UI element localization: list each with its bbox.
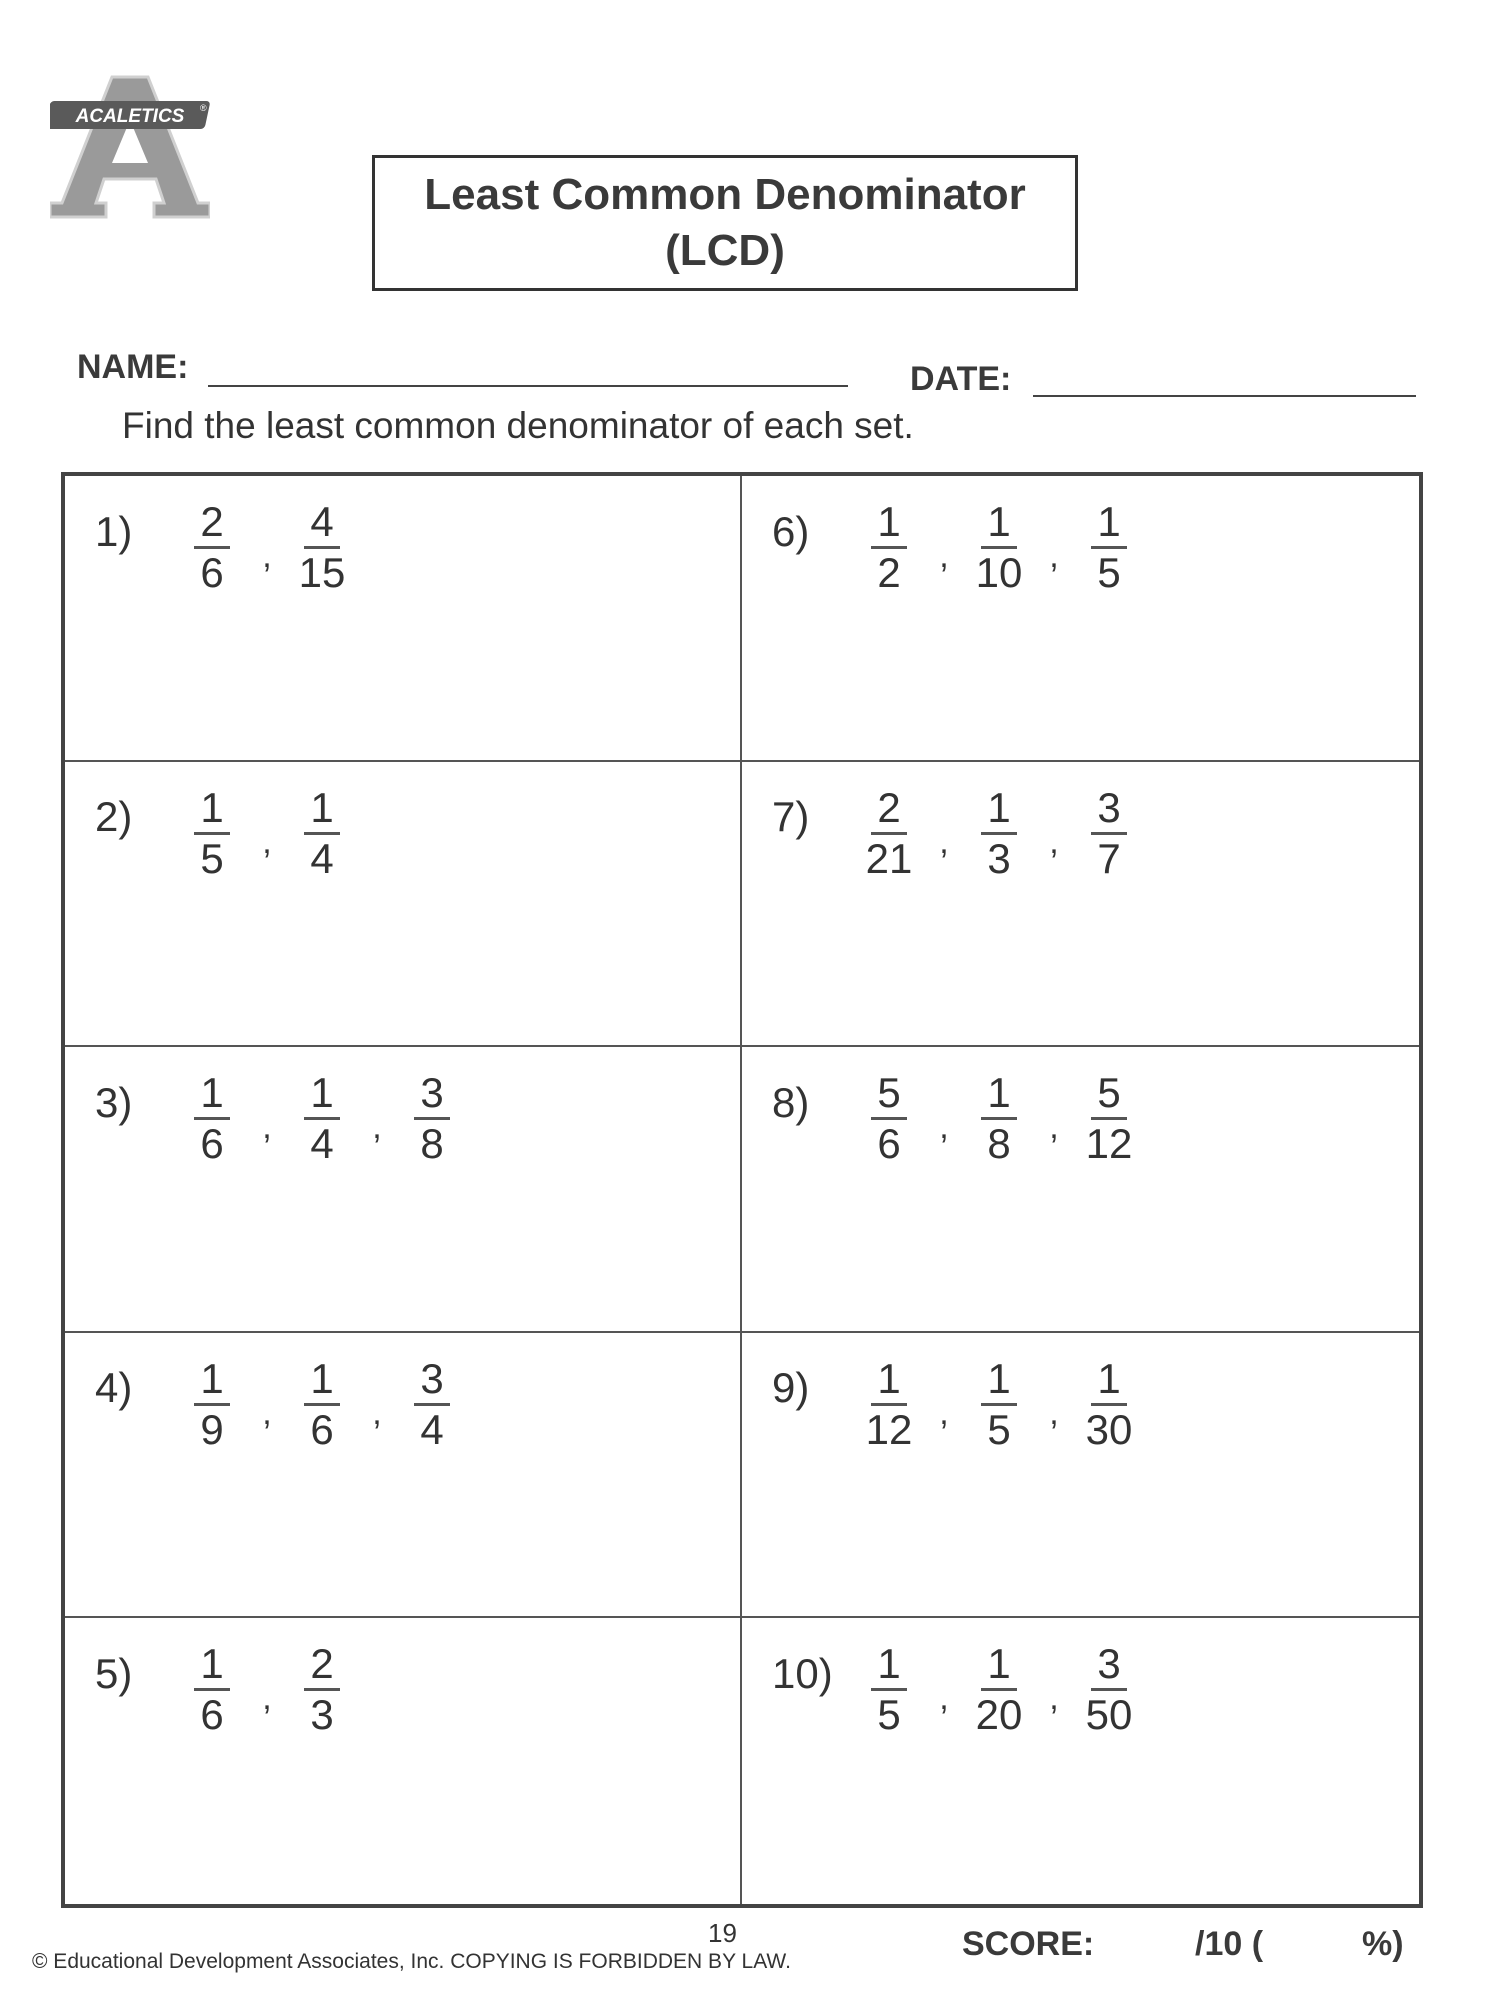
- fraction: [1074, 784, 1144, 883]
- denominator: 3: [987, 834, 1011, 882]
- numerator: 1: [304, 1069, 339, 1120]
- numerator: 1: [981, 1355, 1016, 1406]
- denominator: 5: [200, 834, 224, 882]
- fraction-separator: ,: [262, 1679, 272, 1718]
- fraction: [964, 784, 1034, 883]
- denominator: 50: [1085, 1691, 1133, 1739]
- problem-cell[interactable]: [742, 1047, 1419, 1333]
- fraction-separator: ,: [262, 1393, 272, 1432]
- fraction: [854, 1640, 924, 1739]
- denominator: 30: [1085, 1405, 1133, 1453]
- denominator: 12: [865, 1405, 913, 1453]
- numerator: 1: [981, 498, 1016, 549]
- problem: [772, 498, 1144, 597]
- denominator: 4: [420, 1405, 444, 1453]
- problem: [772, 1640, 1144, 1739]
- denominator: 15: [298, 549, 346, 596]
- denominator: 6: [200, 1691, 224, 1739]
- fraction: [177, 784, 247, 883]
- score-label: SCORE:: [962, 1925, 1095, 1963]
- acaletics-logo: [50, 75, 210, 220]
- denominator: 5: [877, 1691, 901, 1739]
- page-number: 19: [708, 1918, 737, 1948]
- numerator: 1: [194, 1355, 229, 1406]
- fraction: [287, 1355, 357, 1454]
- name-field-line[interactable]: [208, 385, 848, 387]
- denominator: 6: [200, 1120, 224, 1168]
- numerator: 1: [871, 1355, 906, 1406]
- fraction: [964, 1355, 1034, 1454]
- numerator: 1: [981, 1640, 1016, 1691]
- problem-number: 5): [95, 1649, 133, 1697]
- fraction-separator: ,: [1049, 1108, 1059, 1147]
- name-label: NAME:: [77, 348, 189, 386]
- fraction-separator: ,: [262, 1108, 272, 1147]
- denominator: 5: [987, 1405, 1011, 1453]
- problem: [95, 1640, 357, 1739]
- fraction: [287, 1069, 357, 1168]
- numerator: 1: [304, 1355, 339, 1406]
- problem: [95, 1069, 467, 1168]
- worksheet-title: [372, 155, 1078, 291]
- fraction: [177, 1640, 247, 1739]
- fraction: [1074, 1069, 1144, 1168]
- fraction-separator: ,: [939, 1679, 949, 1718]
- denominator: 6: [200, 549, 224, 596]
- fraction: [854, 784, 924, 883]
- instructions: Find the least common denominator of each set.: [122, 405, 914, 446]
- denominator: 8: [987, 1120, 1011, 1168]
- numerator: 5: [871, 1069, 906, 1120]
- problem-grid: [61, 472, 1423, 1908]
- problem: [772, 1069, 1144, 1168]
- fraction-separator: ,: [1049, 1679, 1059, 1718]
- denominator: 4: [310, 834, 334, 882]
- numerator: 1: [1091, 498, 1126, 549]
- copyright-notice: © Educational Development Associates, Inc. COPYING IS FORBIDDEN BY LAW.: [32, 1950, 791, 1973]
- fraction-separator: ,: [939, 1108, 949, 1147]
- problem: [772, 784, 1144, 883]
- denominator: 2: [877, 549, 901, 596]
- fraction: [964, 1069, 1034, 1168]
- fraction-separator: ,: [1049, 537, 1059, 575]
- problem-number: 6): [772, 507, 810, 555]
- numerator: 1: [194, 1640, 229, 1691]
- problem: [772, 1355, 1144, 1454]
- numerator: 1: [981, 784, 1016, 835]
- numerator: 1: [194, 784, 229, 835]
- fraction-separator: ,: [1049, 822, 1059, 861]
- problem-cell[interactable]: [65, 476, 742, 762]
- problem-cell[interactable]: [65, 762, 742, 1048]
- fraction: [964, 498, 1034, 597]
- fraction: [1074, 498, 1144, 597]
- problem-number: 4): [95, 1364, 133, 1412]
- fraction: [854, 498, 924, 597]
- problem: [95, 784, 357, 883]
- title-line-1: Least Common Denominator: [424, 170, 1026, 219]
- problem-cell[interactable]: [742, 476, 1419, 762]
- problem-cell[interactable]: [742, 1333, 1419, 1619]
- fraction-separator: ,: [1049, 1393, 1059, 1432]
- fraction-separator: ,: [939, 1393, 949, 1432]
- problem-cell[interactable]: [742, 1618, 1419, 1904]
- fraction: [177, 1355, 247, 1454]
- fraction-separator: ,: [262, 822, 272, 861]
- numerator: 3: [1091, 784, 1126, 835]
- fraction: [177, 498, 247, 597]
- numerator: 3: [1091, 1640, 1126, 1691]
- fraction-separator: ,: [372, 1393, 382, 1432]
- problem-number: 9): [772, 1364, 810, 1412]
- numerator: 2: [871, 784, 906, 835]
- fraction: [854, 1069, 924, 1168]
- problem-number: 3): [95, 1078, 133, 1126]
- fraction: [397, 1355, 467, 1454]
- numerator: 1: [194, 1069, 229, 1120]
- numerator: 5: [1091, 1069, 1126, 1120]
- denominator: 6: [877, 1120, 901, 1168]
- numerator: 2: [304, 1640, 339, 1691]
- numerator: 1: [871, 1640, 906, 1691]
- numerator: 1: [304, 784, 339, 835]
- problem: [95, 498, 357, 597]
- problem-cell[interactable]: [65, 1618, 742, 1904]
- denominator: 9: [200, 1405, 224, 1453]
- numerator: 1: [981, 1069, 1016, 1120]
- denominator: 5: [1097, 549, 1121, 596]
- problem-number: 2): [95, 793, 133, 841]
- problem-number: 10): [772, 1649, 833, 1697]
- numerator: 3: [414, 1355, 449, 1406]
- denominator: 20: [975, 1691, 1023, 1739]
- problem-cell[interactable]: [65, 1333, 742, 1619]
- logo-registered-mark: ®: [200, 103, 207, 113]
- fraction: [854, 1355, 924, 1454]
- problem-cell[interactable]: [65, 1047, 742, 1333]
- numerator: 3: [414, 1069, 449, 1120]
- fraction: [287, 784, 357, 883]
- score-total: /10 (: [1195, 1925, 1264, 1963]
- fraction: [287, 498, 357, 597]
- denominator: 4: [310, 1120, 334, 1168]
- fraction: [177, 1069, 247, 1168]
- problem-cell[interactable]: [742, 762, 1419, 1048]
- fraction: [397, 1069, 467, 1168]
- fraction-separator: ,: [372, 1108, 382, 1147]
- problem: [95, 1355, 467, 1454]
- fraction: [1074, 1355, 1144, 1454]
- problem-number: 7): [772, 793, 810, 841]
- score-percent: %): [1362, 1925, 1404, 1963]
- fraction-separator: ,: [939, 822, 949, 861]
- denominator: 21: [865, 834, 913, 882]
- fraction: [964, 1640, 1034, 1739]
- fraction: [287, 1640, 357, 1739]
- problem-number: 8): [772, 1078, 810, 1126]
- denominator: 6: [310, 1405, 334, 1453]
- title-line-2: (LCD): [665, 226, 785, 275]
- date-label: DATE:: [910, 360, 1012, 398]
- denominator: 12: [1085, 1120, 1133, 1168]
- fraction: [1074, 1640, 1144, 1739]
- denominator: 10: [975, 549, 1023, 596]
- denominator: 3: [310, 1691, 334, 1739]
- denominator: 7: [1097, 834, 1121, 882]
- date-field-line[interactable]: [1033, 395, 1416, 397]
- fraction-separator: ,: [262, 537, 272, 575]
- denominator: 8: [420, 1120, 444, 1168]
- numerator: 1: [871, 498, 906, 549]
- numerator: 1: [1091, 1355, 1126, 1406]
- acaletics-a-logo-icon: [50, 75, 210, 220]
- numerator: 4: [304, 498, 339, 549]
- fraction-separator: ,: [939, 537, 949, 575]
- logo-text: ACALETICS: [75, 106, 185, 127]
- problem-number: 1): [95, 507, 133, 555]
- numerator: 2: [194, 498, 229, 549]
